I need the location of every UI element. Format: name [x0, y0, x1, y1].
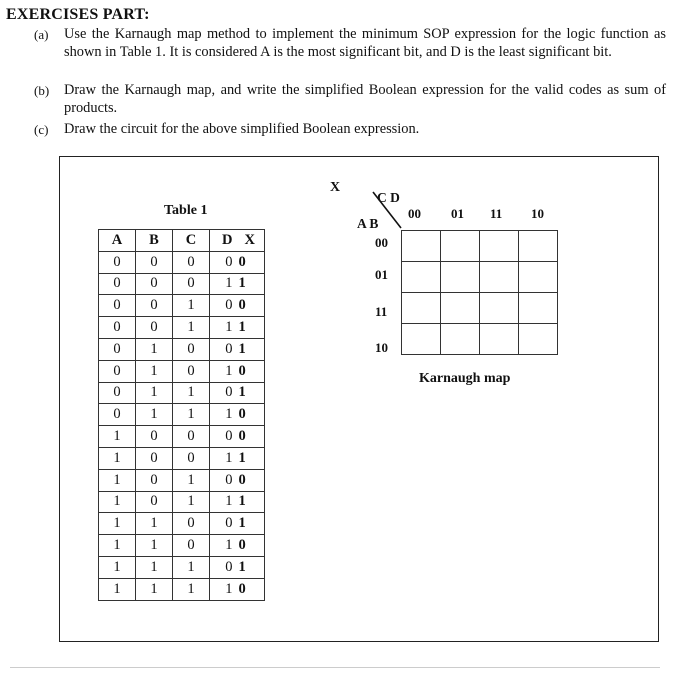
table-cell: 0 [210, 469, 236, 491]
kmap-cell[interactable] [441, 231, 480, 262]
table-cell: 1 [210, 535, 236, 557]
table-cell: 1 [173, 556, 210, 578]
table-cell: 0 [236, 426, 265, 448]
divider [10, 667, 660, 668]
table-cell: 0 [136, 426, 173, 448]
table-cell: 0 [236, 578, 265, 600]
table-row [99, 251, 265, 273]
table-cell: 1 [99, 556, 136, 578]
table-cell: 0 [99, 404, 136, 426]
table-cell: 0 [136, 295, 173, 317]
kmap-row-header: 11 [375, 304, 388, 319]
table-cell: 1 [99, 513, 136, 535]
kmap-cell[interactable] [519, 262, 558, 293]
table-cell: 1 [210, 578, 236, 600]
table-cell: 1 [236, 556, 265, 578]
kmap-cell[interactable] [480, 231, 519, 262]
table-cell: 0 [210, 382, 236, 404]
table-cell: 0 [173, 447, 210, 469]
exercise-item-b [34, 82, 666, 117]
exercise-item-a [34, 26, 666, 61]
table-cell: 1 [173, 317, 210, 339]
table-cell: 0 [210, 251, 236, 273]
table-cell: 0 [210, 338, 236, 360]
table-row [99, 273, 265, 295]
table-cell: 0 [136, 469, 173, 491]
item-label: (a) [34, 27, 49, 42]
table-cell: 0 [236, 295, 265, 317]
table-row [99, 535, 265, 557]
kmap-cell[interactable] [480, 324, 519, 355]
item-text: Draw the circuit for the above simplified Boolean expression. [64, 121, 420, 137]
table-cell: 1 [99, 491, 136, 513]
table-cell: 0 [99, 338, 136, 360]
table-row [99, 360, 265, 382]
table-row [99, 338, 265, 360]
table-cell: 1 [236, 491, 265, 513]
kmap-col-header: 10 [531, 206, 544, 221]
table-cell: 1 [173, 382, 210, 404]
table-cell: 1 [236, 447, 265, 469]
table-cell: 0 [236, 535, 265, 557]
table-row [99, 426, 265, 448]
table-cell: 1 [136, 556, 173, 578]
table-row [99, 404, 265, 426]
table-cell: 1 [173, 295, 210, 317]
table-cell: 0 [236, 469, 265, 491]
kmap-row-variables: A B [357, 216, 379, 231]
truth-table [98, 229, 265, 601]
kmap-row-header: 00 [375, 235, 388, 250]
table-cell: 1 [136, 535, 173, 557]
kmap-cell[interactable] [441, 262, 480, 293]
table-cell: 1 [173, 469, 210, 491]
table-cell: 0 [173, 535, 210, 557]
table-cell: 0 [236, 360, 265, 382]
kmap-cell[interactable] [402, 324, 441, 355]
table-cell: 1 [210, 491, 236, 513]
truth-table-header-row [99, 230, 265, 252]
table-cell: 0 [99, 295, 136, 317]
kmap-cell[interactable] [480, 293, 519, 324]
table-cell: 1 [136, 338, 173, 360]
table-cell: 1 [236, 273, 265, 295]
table-cell: 1 [99, 578, 136, 600]
table-cell: 0 [99, 317, 136, 339]
table-cell: 0 [99, 251, 136, 273]
header-a: A [99, 230, 136, 252]
item-text: Use the Karnaugh map method to implement the minimum SOP expression for the logic function as shown in Table 1. It is considered A is the most significant bit, and D is the least significant bit. [64, 26, 666, 60]
kmap-caption: Karnaugh map [419, 371, 511, 386]
kmap-cell[interactable] [402, 231, 441, 262]
table-cell: 1 [173, 578, 210, 600]
table-row [99, 469, 265, 491]
table-cell: 1 [210, 273, 236, 295]
kmap-output-label: X [330, 180, 341, 195]
table-cell: 1 [210, 360, 236, 382]
kmap-cell[interactable] [519, 231, 558, 262]
table-cell: 0 [210, 426, 236, 448]
table-cell: 0 [173, 338, 210, 360]
table-row [99, 556, 265, 578]
kmap-cell[interactable] [519, 293, 558, 324]
table-row [99, 382, 265, 404]
table-cell: 1 [210, 317, 236, 339]
kmap-grid [401, 230, 558, 355]
table-cell: 0 [210, 513, 236, 535]
kmap-cell[interactable] [441, 293, 480, 324]
kmap-col-header: 00 [408, 206, 421, 221]
table-cell: 0 [136, 317, 173, 339]
table-cell: 1 [99, 535, 136, 557]
table-row [99, 491, 265, 513]
item-label: (b) [34, 83, 50, 98]
table-cell: 1 [210, 447, 236, 469]
kmap-col-header: 11 [490, 206, 503, 221]
kmap-col-header: 01 [451, 206, 464, 221]
table-row [99, 578, 265, 600]
table-cell: 1 [236, 317, 265, 339]
table-cell: 0 [236, 404, 265, 426]
table-cell: 1 [136, 513, 173, 535]
kmap-cell[interactable] [441, 324, 480, 355]
table-cell: 1 [136, 360, 173, 382]
kmap-cell[interactable] [519, 324, 558, 355]
table-cell: 0 [99, 360, 136, 382]
table-cell: 1 [99, 447, 136, 469]
table-cell: 1 [136, 578, 173, 600]
table-cell: 0 [210, 295, 236, 317]
table-cell: 0 [136, 447, 173, 469]
kmap-cell[interactable] [402, 293, 441, 324]
table-cell: 0 [136, 273, 173, 295]
table-cell: 0 [173, 426, 210, 448]
kmap-cell[interactable] [480, 262, 519, 293]
table-cell: 1 [99, 469, 136, 491]
table-cell: 0 [99, 273, 136, 295]
table-cell: 0 [173, 273, 210, 295]
kmap-row-header: 01 [375, 267, 388, 282]
table-cell: 1 [236, 513, 265, 535]
table-cell: 0 [210, 556, 236, 578]
table-cell: 0 [173, 360, 210, 382]
table-cell: 1 [236, 382, 265, 404]
table-row [99, 295, 265, 317]
truth-table-title: Table 1 [164, 203, 208, 218]
table-cell: 1 [99, 426, 136, 448]
table-cell: 1 [210, 404, 236, 426]
item-label: (c) [34, 122, 49, 137]
table-cell: 1 [136, 404, 173, 426]
table-row [99, 447, 265, 469]
table-cell: 1 [173, 491, 210, 513]
table-cell: 0 [136, 251, 173, 273]
kmap-cell[interactable] [402, 262, 441, 293]
table-cell: 1 [136, 382, 173, 404]
table-row [99, 317, 265, 339]
exercises-heading: EXERCISES PART: [6, 6, 150, 23]
table-row [99, 513, 265, 535]
table-cell: 0 [173, 251, 210, 273]
table-cell: 1 [236, 338, 265, 360]
kmap-row-header: 10 [375, 340, 388, 355]
item-text: Draw the Karnaugh map, and write the simplified Boolean expression for the valid codes as sum of products. [64, 82, 666, 116]
header-x: X [236, 230, 265, 252]
exercise-item-c [34, 121, 666, 139]
header-b: B [136, 230, 173, 252]
kmap-column-variables: C D [377, 190, 400, 205]
table-cell: 1 [173, 404, 210, 426]
header-c: C [173, 230, 210, 252]
table-cell: 0 [236, 251, 265, 273]
header-d: D [210, 230, 236, 252]
table-cell: 0 [99, 382, 136, 404]
table-cell: 0 [173, 513, 210, 535]
table-cell: 0 [136, 491, 173, 513]
